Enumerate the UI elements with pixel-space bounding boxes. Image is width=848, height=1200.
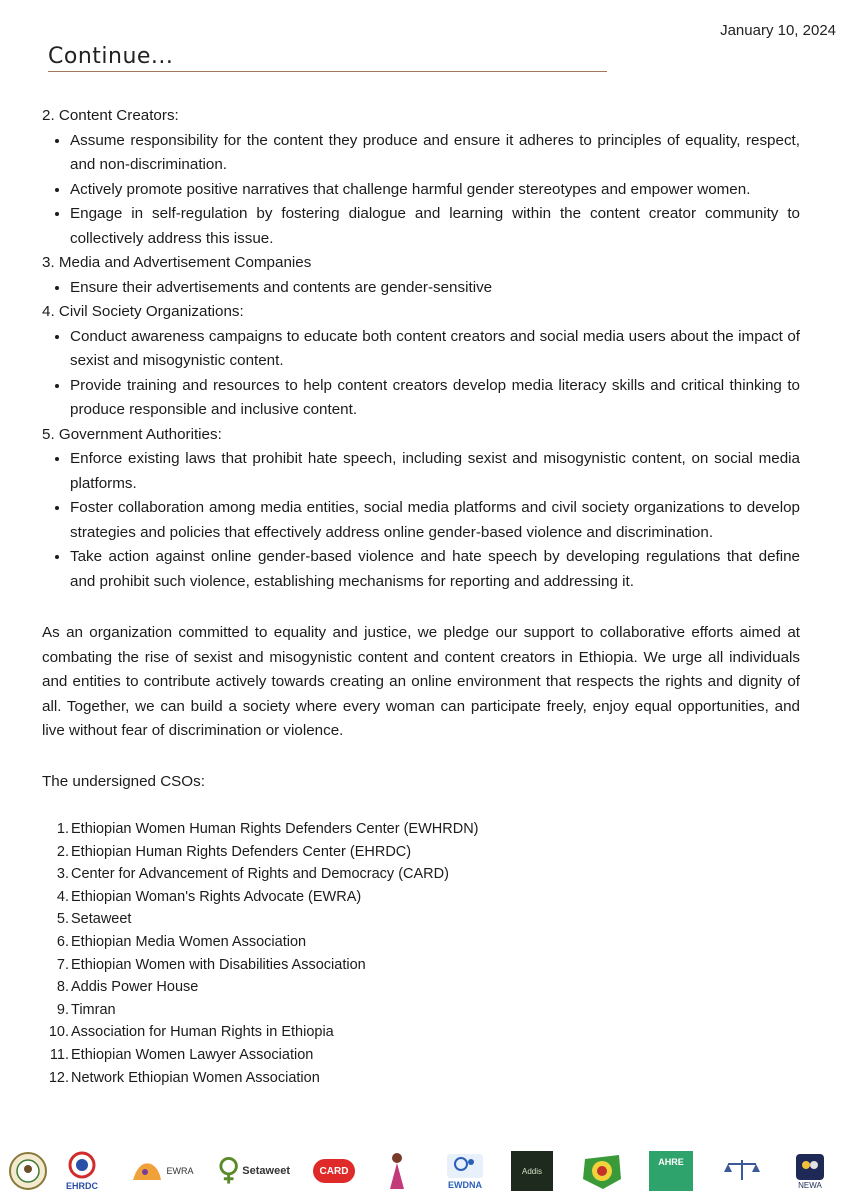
signatory-number: 2. xyxy=(56,843,69,860)
signatory-name: Ethiopian Human Rights Defenders Center (EHRDC) xyxy=(71,843,412,860)
card-logo xyxy=(310,1146,358,1196)
section-heading: 3. Media and Advertisement Companies xyxy=(42,254,312,271)
section-bullets xyxy=(42,129,800,252)
signatory-number: 7. xyxy=(56,956,69,973)
signatory-name: Ethiopian Women Lawyer Association xyxy=(71,1046,314,1063)
card-logo-text: CARD xyxy=(313,1159,355,1183)
ahre-logo xyxy=(648,1146,694,1196)
signatory-name: Network Ethiopian Women Association xyxy=(71,1069,320,1086)
signatory-item xyxy=(42,1044,800,1067)
signatory-number: 5. xyxy=(56,911,69,928)
signatory-item xyxy=(42,886,800,909)
signatory-name: Addis Power House xyxy=(71,979,199,996)
signatory-number: 6. xyxy=(56,933,69,950)
bullet-item: • Engage in self-regulation by fostering dialogue and learning within the content creator community to collectively address this issue. xyxy=(70,202,800,251)
newa-logo-text: NEWA xyxy=(798,1180,822,1190)
section-heading: 2. Content Creators: xyxy=(42,107,179,124)
signatory-name: Setaweet xyxy=(71,911,132,928)
signatory-name: Ethiopian Women with Disabilities Association xyxy=(71,956,366,973)
section-heading: 5. Government Authorities: xyxy=(42,425,222,443)
bullet-item: • Ensure their advertisements and contents are gender-sensitive xyxy=(70,276,800,301)
bullet-item: • Actively promote positive narratives that challenge harmful gender stereotypes and empower women. xyxy=(70,178,800,203)
signatory-number: 10. xyxy=(48,1024,69,1041)
setaweet-logo-text: Setaweet xyxy=(242,1165,290,1177)
section-bullets xyxy=(42,276,800,301)
signatory-item xyxy=(42,908,800,931)
signatory-item xyxy=(42,954,800,977)
ewhrdn-logo xyxy=(8,1146,48,1196)
recommendation-sections xyxy=(42,104,800,594)
signatory-number: 9. xyxy=(56,1001,69,1018)
addis-power-house-logo xyxy=(510,1146,554,1196)
signatory-number: 3. xyxy=(56,866,69,883)
section-bullets xyxy=(42,325,800,423)
setaweet-logo xyxy=(218,1146,290,1196)
ahre-logo-text: AHRE xyxy=(649,1151,693,1191)
undersigned-heading: The undersigned CSOs: xyxy=(42,772,205,790)
ehrdc-logo xyxy=(62,1146,102,1196)
signatory-number: 8. xyxy=(56,979,69,996)
timran-logo xyxy=(578,1146,626,1196)
signatory-number: 11. xyxy=(49,1046,69,1063)
document-date: January 10, 2024 xyxy=(720,22,836,39)
signatory-item xyxy=(42,931,800,954)
ewra-logo-text: EWRA xyxy=(166,1166,194,1176)
ewdna-logo-text: EWDNA xyxy=(448,1180,482,1190)
newa-logo xyxy=(790,1146,830,1196)
bullet-item: • Take action against online gender-based violence and hate speech by developing regulations that define and prohibit such violence, establishing mechanisms for reporting and addressing it. xyxy=(70,545,800,594)
signatory-name: Ethiopian Woman's Rights Advocate (EWRA) xyxy=(71,888,362,905)
bullet-item: • Provide training and resources to help content creators develop media literacy skills and critical thinking to produce responsible and inclusive content. xyxy=(70,374,800,423)
page-title: Continue... xyxy=(48,44,174,69)
title-underline xyxy=(48,71,607,72)
signatory-name: Association for Human Rights in Ethiopia xyxy=(71,1024,334,1041)
signatory-number: 1. xyxy=(56,821,69,837)
signatory-number: 12. xyxy=(48,1069,69,1086)
bullet-item: • Conduct awareness campaigns to educate both content creators and social media users about the impact of sexist and misogynistic content. xyxy=(70,325,800,374)
signatory-item xyxy=(42,976,800,999)
document-body xyxy=(42,104,800,1089)
signatory-item xyxy=(42,1021,800,1044)
lawyer-association-logo xyxy=(712,1146,772,1196)
signatory-name: Ethiopian Media Women Association xyxy=(71,933,307,950)
signatory-item xyxy=(42,841,800,864)
signatory-number: 4. xyxy=(56,888,69,905)
ehrdc-logo-text: EHRDC xyxy=(65,1181,98,1191)
partner-logos-strip xyxy=(0,1146,848,1200)
closing-paragraph: As an organization committed to equality and justice, we pledge our support to collaborative efforts aimed at combating the rise of sexist and misogynistic content and content creators in Ethiopia. We urge all individuals and entities to contribute actively towards creating an online environment that respects the rights and dignity of all. Together, we can build a society where every woman can participate freely, enjoy equal opportunities, and live without fear of discrimination or violence. xyxy=(42,624,800,739)
bullet-item: • Enforce existing laws that prohibit hate speech, including sexist and misogynistic content, on social media platforms. xyxy=(70,447,800,496)
ewra-logo xyxy=(126,1146,196,1196)
signatory-item xyxy=(42,818,800,841)
signatory-item xyxy=(42,999,800,1022)
signatory-name: Center for Advancement of Rights and Democracy (CARD) xyxy=(71,866,449,883)
bullet-item: • Foster collaboration among media entities, social media platforms and civil society organizations to develop strategies and policies that effectively address online gender-based violence and discrimination. xyxy=(70,496,800,545)
media-women-logo xyxy=(382,1146,412,1196)
bullet-item: • Assume responsibility for the content they produce and ensure it adheres to principles of equality, respect, and non-discrimination. xyxy=(70,129,800,178)
signatory-item xyxy=(42,863,800,886)
signatory-name: Timran xyxy=(71,1001,116,1018)
section-bullets xyxy=(42,447,800,594)
section-heading: 4. Civil Society Organizations: xyxy=(42,303,244,320)
ewdna-logo xyxy=(440,1146,490,1196)
addis-logo-text: Addis xyxy=(511,1151,553,1191)
signatory-item xyxy=(42,1067,800,1090)
signatory-name: Ethiopian Women Human Rights Defenders Center (EWHRDN) xyxy=(71,821,479,837)
signatory-list xyxy=(42,818,800,1089)
